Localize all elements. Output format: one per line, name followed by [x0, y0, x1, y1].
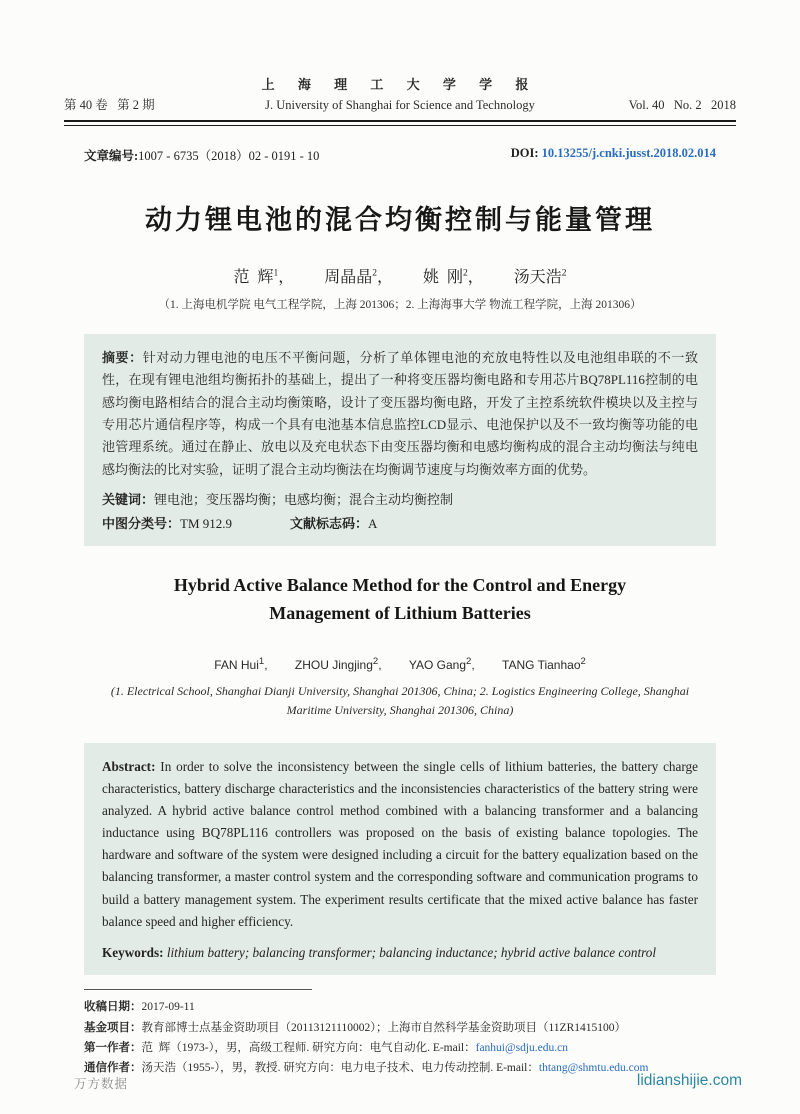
keywords-label-cn: 关键词： — [102, 492, 155, 508]
first-author-value: 范 辉（1973-），男，高级工程师. 研究方向：电气自动化. E-mail： — [141, 1041, 476, 1054]
author-en — [214, 658, 267, 672]
footnote-block — [84, 989, 724, 1079]
author-affil-sup: 1 — [273, 268, 279, 279]
author-affil-sup: 2 — [372, 656, 379, 668]
author-affil-sup: 1 — [258, 656, 265, 668]
paper-title-en-line1: Hybrid Active Balance Method for the Control and Energy — [173, 575, 627, 596]
journal-title-cn: 上 海 理 工 大 学 学 报 — [261, 77, 539, 92]
first-author-label: 第一作者： — [84, 1041, 142, 1054]
author-name: 周晶晶 — [324, 269, 373, 286]
author-name: FAN Hui — [214, 658, 259, 673]
author-cn — [514, 269, 567, 286]
author-affil-sup: 2 — [372, 268, 377, 279]
volume-issue-en: Vol. 40 No. 2 2018 — [628, 98, 736, 112]
author-cn — [423, 269, 484, 286]
received-label: 收稿日期： — [84, 1001, 142, 1014]
header-divider — [64, 120, 736, 126]
paper-title-cn: 动力锂电池的混合均衡控制与能量管理 — [145, 205, 655, 235]
volume-issue-cn: 第 40 卷 第 2 期 — [64, 98, 155, 112]
keywords-label-en: Keywords: — [102, 944, 164, 960]
author-en — [295, 658, 382, 672]
corresponding-author-label: 通信作者： — [84, 1062, 142, 1075]
clc-label: 中图分类号： — [102, 516, 181, 532]
article-meta-row — [84, 146, 716, 164]
author-affil-sup: 2 — [466, 656, 472, 668]
keywords-text-cn: 锂电池；变压器均衡；电感均衡；混合主动均衡控制 — [154, 492, 454, 508]
corresponding-author-value: 汤天浩（1955-），男，教授. 研究方向：电力电子技术、电力传动控制. E-mail： — [141, 1062, 539, 1075]
author-cn — [324, 269, 393, 286]
author-name: YAO Gang — [408, 658, 467, 673]
journal-title-en: J. University of Shanghai for Science and Technology — [265, 98, 535, 112]
affiliation-en: (1. Electrical School, Shanghai Dianji University, Shanghai 201306, China; 2. Logistics Engineering College, Shanghai Maritime University, Shanghai 201306, China) — [110, 684, 690, 718]
fund-value: 教育部博士点基金资助项目（20113121110002）；上海市自然科学基金资助项目（11ZR1415100） — [141, 1021, 626, 1034]
journal-header-row — [64, 95, 736, 113]
author-name: TANG Tianhao — [502, 658, 581, 673]
doc-code-label: 文献标志码： — [290, 516, 369, 532]
fund-label: 基金项目： — [84, 1021, 142, 1034]
authors-cn — [0, 264, 800, 287]
corresponding-author-email-link[interactable]: thtang@shmtu.edu.com — [538, 1062, 649, 1075]
corresponding-author-line — [84, 1058, 724, 1078]
keywords-en — [102, 942, 698, 964]
abstract-en — [102, 756, 698, 933]
author-separator: ， — [376, 269, 393, 286]
author-en — [502, 658, 586, 672]
abstract-cn — [102, 347, 698, 481]
author-separator: , — [264, 658, 268, 673]
abstract-label-cn: 摘要： — [102, 350, 143, 365]
abstract-label-en: Abstract: — [102, 758, 156, 774]
author-cn — [233, 269, 294, 286]
authors-en — [0, 658, 800, 672]
wanfang-watermark: 万方数据 — [74, 1077, 129, 1091]
clc-line — [102, 513, 698, 535]
abstract-text-en: In order to solve the inconsistency between the single cells of lithium batteries, the battery charge characteristics, battery discharge characteristics and the inconsistencies characteristics of the battery string were analyzed. A hybrid active balance control method combined with a balancing transformer and a balancing inductance using BQ78PL116 controllers was proposed on the basis of existing balance topologies. The hardware and software of the system were designed including a circuit for the battery equalization based on the balancing transformer, a master control system and the corresponding software and communication programs to build a battery management system. The experiment results certificate that the mixed active balance has faster balance speed and higher efficiency. — [102, 758, 698, 929]
article-number-label: 文章编号: — [84, 149, 139, 163]
paper-title-en — [0, 572, 800, 628]
author-separator: , — [378, 658, 382, 673]
author-name: 姚 刚 — [423, 269, 464, 286]
author-separator: ， — [278, 269, 295, 286]
abstract-box-en — [84, 743, 716, 976]
first-author-line — [84, 1038, 724, 1058]
doc-code-value: A — [368, 516, 378, 532]
author-affil-sup: 2 — [580, 656, 586, 668]
clc-value: TM 912.9 — [180, 516, 233, 532]
received-value: 2017-09-11 — [141, 1001, 195, 1014]
paper-title-en-line2: Management of Lithium Batteries — [269, 603, 531, 624]
doi-label: DOI: — [510, 146, 539, 160]
author-separator: ， — [467, 269, 484, 286]
abstract-text-cn: 针对动力锂电池的电压不平衡问题，分析了单体锂电池的充放电特性以及电池组串联的不一致性，在现有锂电池组均衡拓扑的基础上，提出了一种将变压器均衡电路和专用芯片BQ78PL116控制的电感均衡电路相结合的混合主动均衡策略，设计了变压器均衡电路，开发了主控系统软件模块以及主控与专用芯片通信程序等，构成一个具有电池基本信息监控LCD显示、电池保护以及不一致均衡等功能的电池管理系统。通过在静止、放电以及充电状态下由变压器均衡和电感均衡构成的混合主动均衡法与纯电感均衡法的比对实验，证明了混合主动均衡法在均衡调节速度与均衡效率方面的优势。 — [102, 350, 698, 477]
affiliation-cn: （1. 上海电机学院 电气工程学院，上海 201306；2. 上海海事大学 物流工程学院，上海 201306） — [158, 299, 642, 311]
author-separator: , — [471, 658, 475, 673]
first-author-email-link[interactable]: fanhui@sdju.edu.cn — [475, 1041, 568, 1054]
footnote-divider — [84, 989, 312, 990]
keywords-cn — [102, 489, 698, 511]
author-name: ZHOU Jingjing — [294, 658, 373, 673]
author-affil-sup: 2 — [561, 268, 567, 279]
author-en — [409, 658, 475, 672]
author-name: 范 辉 — [233, 269, 274, 286]
received-date-line — [84, 997, 724, 1017]
site-link[interactable]: lidianshijie.com — [636, 1072, 742, 1089]
abstract-box-cn — [84, 334, 716, 546]
keywords-text-en: lithium battery; balancing transformer; balancing inductance; hybrid active balance control — [163, 944, 657, 960]
fund-line — [84, 1018, 724, 1038]
author-affil-sup: 2 — [463, 268, 468, 279]
article-number-value: 1007 - 6735（2018）02 - 0191 - 10 — [138, 149, 320, 163]
doi-link[interactable]: 10.13255/j.cnki.jusst.2018.02.014 — [541, 146, 716, 160]
doi — [511, 146, 716, 164]
author-name: 汤天浩 — [513, 269, 562, 286]
article-number — [84, 146, 319, 164]
